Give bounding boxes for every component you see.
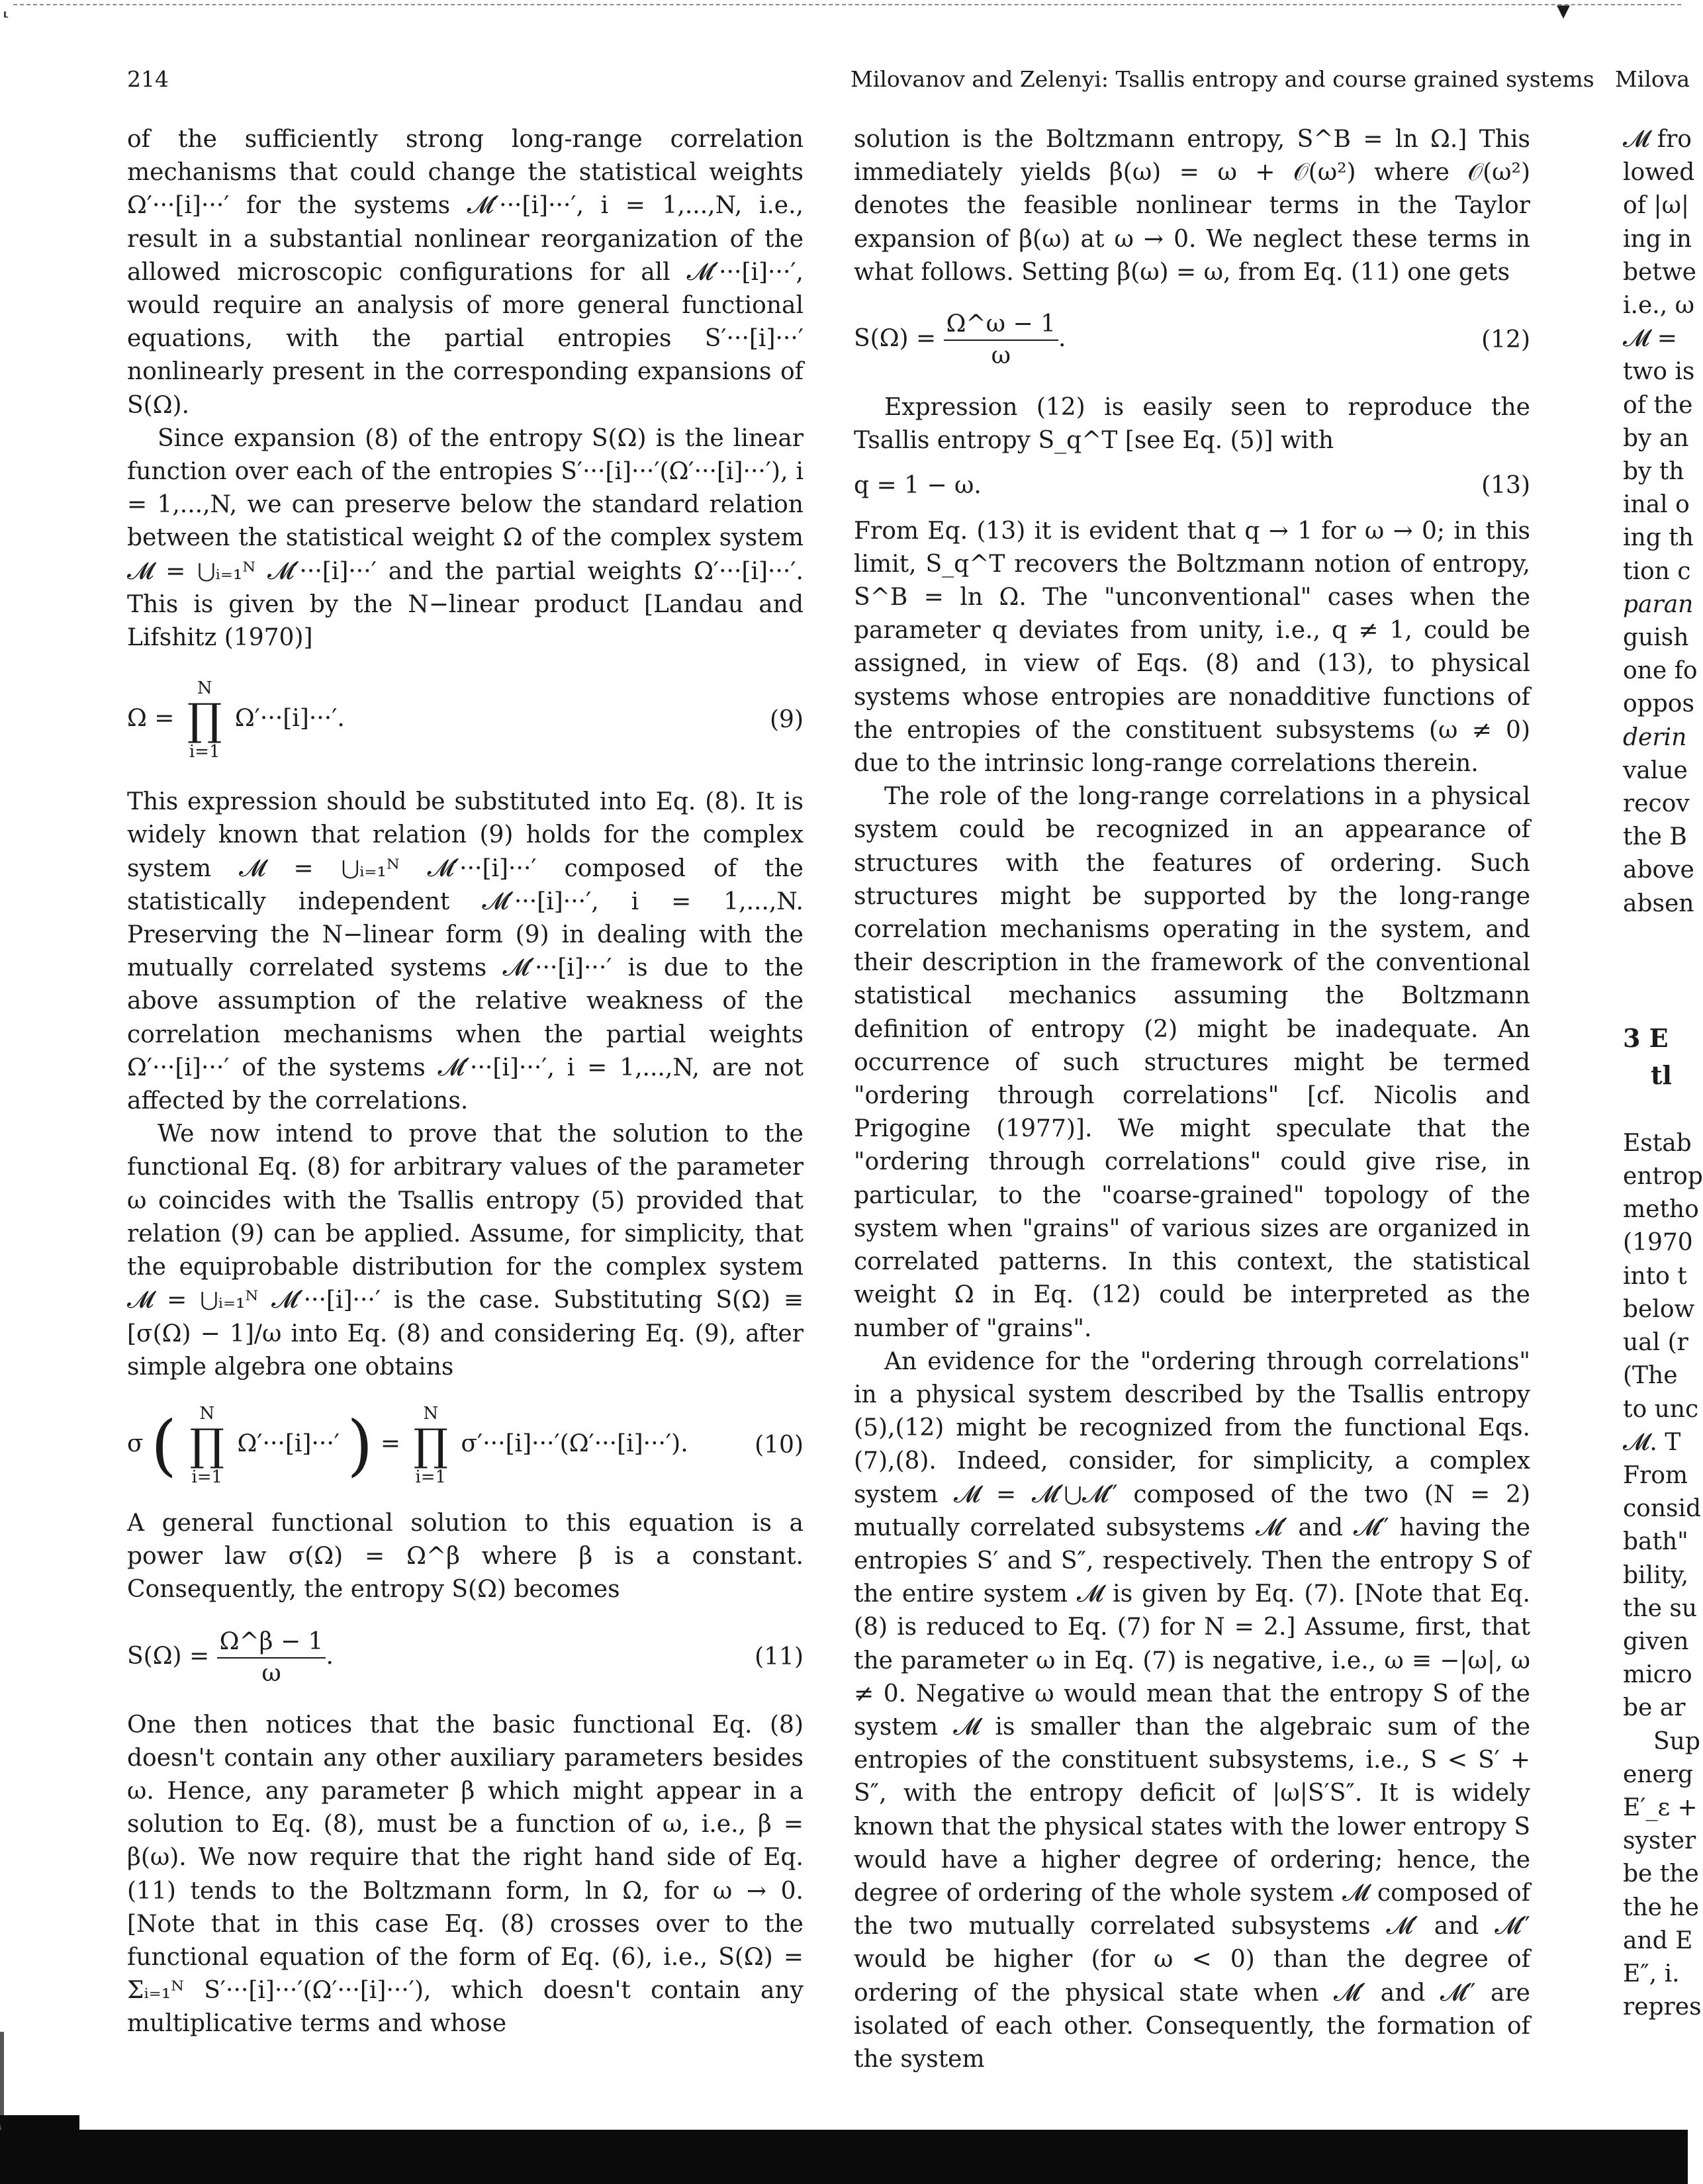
scan-bottom-border (0, 2130, 1688, 2184)
eq-lhs: S(Ω) = (127, 1642, 210, 1670)
equation-12 (854, 309, 1530, 371)
eq-rhs: σ′···[i]···′(Ω′···[i]···′). (461, 1430, 688, 1457)
line-fragment: and E (1623, 1927, 1693, 1954)
right-paren: ) (347, 1406, 373, 1484)
line-fragment: into t (1623, 1262, 1687, 1290)
paragraph: From Eq. (13) it is evident that q → 1 for ω → 0; in this limit, S_q^T recovers the Boltzmann notion of entropy, S^B = ln Ω. The "unconventional" cases when the parameter q deviates from unity, i.e., q ≠ 1, could be assigned, in view of Eqs. (8) and (13), to physical systems whose entropies are nonadditive functions of the entropies of the constituent subsystems (ω ≠ 0) due to the intrinsic long-range correlations therein. (854, 517, 1530, 778)
op-upper: N (197, 678, 212, 699)
line-fragment: the B (1623, 823, 1687, 851)
paragraph: One then notices that the basic functional Eq. (8) doesn't contain any other auxiliary parameters besides ω. Hence, any parameter β which might appear in a solution to Eq. (8), must be a function of ω, i.e., β = β(ω). We now require that the right hand side of Eq. (11) tends to the Boltzmann form, ln Ω, for ω → 0. [Note that in this case Eq. (8) crosses over to the functional equation of the form of Eq. (6), i.e., S(Ω) = Σᵢ₌₁ᴺ S′···[i]···′(Ω′···[i]···′), which doesn't contain any multiplicative terms and whose (127, 1711, 804, 2038)
op-upper: N (199, 1403, 215, 1424)
line-fragment: syster (1623, 1827, 1696, 1855)
equation-number: (13) (1481, 472, 1530, 500)
paragraph: solution is the Boltzmann entropy, S^B = ln Ω.] This immediately yields β(ω) = ω + 𝒪(ω²) where 𝒪(ω²) denotes the feasible nonlinear terms in the Taylor expansion of β(ω) at ω → 0. We neglect these terms in what follows. Setting β(ω) = ω, from Eq. (11) one gets (854, 126, 1530, 286)
paragraph: We now intend to prove that the solution to the functional Eq. (8) for arbitrary values of the parameter ω coincides with the Tsallis entropy (5) provided that relation (9) can be applied. Assume, for simplicity, that the equiprobable distribution for the complex system 𝓜 = ⋃ᵢ₌₁ᴺ 𝓜′···[i]···′ is the case. Substituting S(Ω) ≡ [σ(Ω) − 1]/ω into Eq. (8) and considering Eq. (9), after simple algebra one obtains (127, 1120, 804, 1381)
line-fragment: inal o (1623, 491, 1690, 519)
equation-9 (127, 678, 804, 762)
fraction (217, 1627, 326, 1689)
line-fragment: by an (1623, 424, 1689, 452)
line-fragment: 𝓜 fro (1623, 126, 1692, 153)
line-fragment: bath" (1623, 1528, 1688, 1556)
denominator: ω (991, 342, 1011, 370)
line-fragment: derin (1623, 723, 1687, 751)
equation-number: (12) (1481, 326, 1530, 353)
paragraph: This expression should be substituted into Eq. (8). It is widely known that relation (9) holds for the complex system 𝓜 = ⋃ᵢ₌₁ᴺ 𝓜′···[i]···′ composed of the statistically independent 𝓜′···[i]···′, i = 1,...,N. Preserving the N−linear form (9) in dealing with the mutually correlated systems 𝓜′···[i]···′ is due to the above assumption of the relative weakness of the correlation mechanisms when the partial weights Ω′···[i]···′ of the systems 𝓜′···[i]···′, i = 1,...,N, are not affected by the correlations. (127, 788, 804, 1115)
line-fragment: 𝓜. T (1623, 1428, 1681, 1456)
line-fragment: entrop (1623, 1163, 1703, 1191)
line-fragment: energ (1623, 1760, 1694, 1788)
running-title: Milovanov and Zelenyi: Tsallis entropy and course grained systems (851, 66, 1594, 92)
line-fragment: Sup (1653, 1727, 1700, 1755)
product-operator (414, 1404, 449, 1487)
corner-mark: ⸤ (3, 0, 10, 20)
page-number: 214 (127, 66, 169, 92)
op-lower: i=1 (191, 1467, 223, 1487)
paragraph: Expression (12) is easily seen to reproduce the Tsallis entropy S_q^T [see Eq. (5)] with (854, 394, 1530, 455)
column-left (127, 123, 804, 2041)
op-symbol: ∏ (187, 694, 222, 746)
line-fragment: i.e., ω (1623, 292, 1694, 320)
line-fragment: below (1623, 1295, 1695, 1323)
line-fragment: (The (1623, 1362, 1678, 1390)
line-fragment: tion c (1623, 557, 1691, 585)
eq-body: q = 1 − ω. (854, 472, 982, 500)
equation-number: (9) (770, 706, 804, 734)
fraction (944, 309, 1058, 371)
left-paren: ( (151, 1406, 177, 1484)
line-fragment: ual (r (1623, 1329, 1688, 1357)
equation-13 (854, 469, 1530, 502)
line-fragment: lowed (1623, 159, 1695, 187)
eq-lhs: S(Ω) = (854, 325, 937, 353)
op-lower: i=1 (415, 1467, 447, 1487)
eq-lhs: Ω = (127, 705, 175, 733)
paragraph: of the sufficiently strong long-range correlation mechanisms that could change the statistical weights Ω′···[i]···′ for the systems 𝓜′···[i]···′, i = 1,...,N, i.e., result in a substantial nonlinear reorganization of the allowed microscopic configurations for all 𝓜′···[i]···′, would require an analysis of more general functional equations, with the partial entropies S′···[i]···′ nonlinearly present in the corresponding expansions of S(Ω). (127, 126, 804, 419)
line-fragment: by th (1623, 458, 1684, 486)
column-right-fragment (1623, 123, 1703, 2024)
line-fragment: one fo (1623, 657, 1698, 685)
line-fragment: repres (1623, 1993, 1702, 2021)
paragraph: The role of the long-range correlations in a physical system could be recognized in an appearance of structures with the features of ordering. Such structures might be supported by the long-range correlation mechanisms operating in the system, and their description in the framework of the conventional statistical mechanics assuming the Boltzmann definition of entropy (2) might be inadequate. An occurrence of such structures might be termed "ordering through correlations" [cf. Nicolis and Prigogine (1977)]. We might speculate that the "ordering through correlations" could give rise, in particular, to the "coarse-grained" topology of the system when "grains" of various sizes are organized in correlated patterns. In this context, the statistical weight Ω in Eq. (12) could be interpreted as the number of "grains". (854, 783, 1530, 1342)
numerator: Ω^β − 1 (217, 1627, 326, 1659)
op-upper: N (423, 1403, 439, 1424)
line-fragment: ing in (1623, 225, 1692, 253)
column-middle (854, 123, 1530, 2076)
product-operator (190, 1404, 225, 1487)
line-fragment: micro (1623, 1661, 1692, 1689)
op-symbol: ∏ (189, 1419, 225, 1471)
eq-tail: . (326, 1642, 334, 1670)
next-page-title-fragment: Milova (1615, 66, 1690, 92)
eq-inner: Ω′···[i]···′ (237, 1430, 340, 1457)
line-fragment: two is (1623, 358, 1695, 386)
line-fragment: E″, i. (1623, 1960, 1680, 1987)
numerator: Ω^ω − 1 (944, 309, 1058, 341)
line-fragment: the su (1623, 1594, 1698, 1622)
line-fragment: E′_ε + (1623, 1794, 1698, 1821)
line-fragment: 𝓜 = (1623, 325, 1677, 353)
op-lower: i=1 (189, 742, 220, 762)
line-fragment: be the (1623, 1860, 1699, 1888)
top-scan-edge (13, 4, 1681, 5)
line-fragment: Estab (1623, 1129, 1692, 1157)
scan-mark-icon: ▼ (1557, 1, 1570, 21)
paragraph: Since expansion (8) of the entropy S(Ω) is the linear function over each of the entropies S′···[i]···′(Ω′···[i]···′), i = 1,...,N, we can preserve below the standard relation between the statistical weight Ω of the complex system 𝓜 = ⋃ᵢ₌₁ᴺ 𝓜′···[i]···′ and the partial weights Ω′···[i]···′. This is given by the N−linear product [Landau and Lifshitz (1970)] (127, 424, 804, 652)
equation-11 (127, 1627, 804, 1689)
line-fragment: the he (1623, 1893, 1699, 1921)
paragraph: A general functional solution to this equation is a power law σ(Ω) = Ω^β where β is a constant. Consequently, the entropy S(Ω) becomes (127, 1509, 804, 1604)
eq-tail: . (1058, 325, 1066, 353)
line-fragment: (1970 (1623, 1229, 1693, 1257)
equation-10 (127, 1404, 804, 1487)
line-fragment: oppos (1623, 690, 1694, 718)
line-fragment: consid (1623, 1495, 1702, 1523)
product-operator (187, 678, 222, 762)
denominator: ω (261, 1659, 281, 1687)
line-fragment: recov (1623, 790, 1690, 818)
equation-number: (11) (755, 1643, 804, 1671)
line-fragment: From (1623, 1461, 1688, 1489)
line-fragment: be ar (1623, 1694, 1686, 1722)
line-fragment: betwe (1623, 258, 1696, 286)
op-symbol: ∏ (413, 1419, 449, 1471)
line-fragment: of the (1623, 391, 1693, 419)
line-fragment: bility, (1623, 1561, 1689, 1589)
section-heading-cont: tl (1651, 1060, 1672, 1090)
line-fragment: guish (1623, 624, 1689, 652)
equation-number: (10) (755, 1431, 804, 1459)
line-fragment: metho (1623, 1196, 1699, 1224)
line-fragment: above (1623, 856, 1694, 884)
line-fragment: ing th (1623, 524, 1694, 552)
eq-lhs: σ (127, 1430, 144, 1457)
line-fragment: paran (1623, 590, 1694, 618)
line-fragment: absen (1623, 889, 1694, 917)
eq-equals: = (380, 1430, 401, 1457)
line-fragment: given (1623, 1627, 1689, 1655)
eq-rhs: Ω′···[i]···′. (234, 705, 345, 733)
paragraph: An evidence for the "ordering through correlations" in a physical system described by the Tsallis entropy (5),(12) might be recognized from the functional Eqs. (7),(8). Indeed, consider, for simplicity, a complex system 𝓜 = 𝓜′⋃𝓜″ composed of the two (N = 2) mutually correlated subsystems 𝓜′ and 𝓜″ having the entropies S′ and S″, respectively. Then the entropy S of the entire system 𝓜 is given by Eq. (7). [Note that Eq. (8) is reduced to Eq. (7) for N = 2.] Assume, first, that the parameter ω in Eq. (7) is negative, i.e., ω ≡ −|ω|, ω ≠ 0. Negative ω would mean that the entropy S of the system 𝓜 is smaller than the algebraic sum of the entropies of the constituent subsystems, i.e., S < S′ + S″, with the entropy deficit of |ω|S′S″. It is widely known that the physical states with the lower entropy S would have a higher degree of ordering; hence, the degree of ordering of the whole system 𝓜 composed of the two mutually correlated subsystems 𝓜′ and 𝓜″ would be higher (for ω < 0) than the degree of ordering of the physical state when 𝓜′ and 𝓜″ are isolated of each other. Consequently, the formation of the system (854, 1347, 1530, 2073)
line-fragment: value (1623, 756, 1688, 784)
line-fragment: of |ω| (1623, 192, 1690, 220)
line-fragment: to unc (1623, 1395, 1699, 1423)
section-heading: 3 E (1623, 1023, 1669, 1053)
